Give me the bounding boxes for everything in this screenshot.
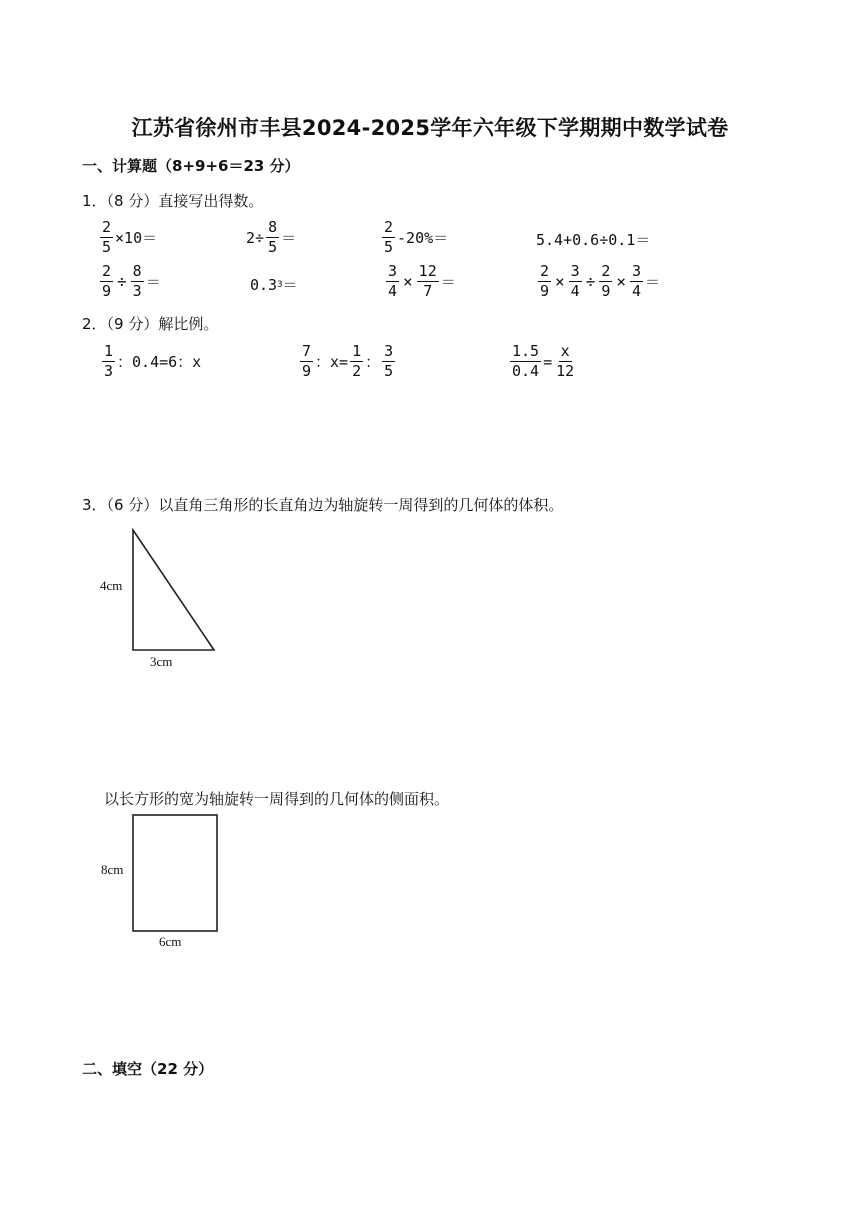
fraction: $\frac{3}{5}$ (384, 342, 394, 380)
fraction: $\frac{2}{9}$ (540, 262, 550, 300)
rectangle-shape (133, 815, 217, 931)
proportion-1: $\frac{1}{3}$ ：0.4=6：x (104, 342, 202, 380)
calc-item-4: 5.4+0.6÷0.1＝ (536, 231, 651, 249)
fraction: $\frac{3}{4}$ (632, 262, 642, 300)
fraction: $\frac{2}{9}$ (601, 262, 611, 300)
calc-item-5: $\frac{2}{9}$ ÷ $\frac{8}{3}$ ＝ (102, 262, 161, 300)
rectangle-height-label: 8cm (101, 862, 124, 877)
fraction: $\frac{2}{9}$ (102, 262, 112, 300)
triangle-shape (133, 530, 214, 650)
rectangle-base-label: 6cm (159, 934, 182, 949)
section-2-heading: 二、填空（22 分） (82, 1060, 214, 1078)
page-title: 江苏省徐州市丰县2024-2025学年六年级下学期期中数学试卷 (131, 116, 729, 140)
section-1-heading: 一、计算题（8+9+6＝23 分） (82, 157, 300, 175)
fraction: $\frac{1.5}{0.4}$ (512, 342, 540, 380)
fraction: $\frac{3}{4}$ (570, 262, 580, 300)
proportion-3: $\frac{1.5}{0.4}$ = $\frac{x}{12}$ (512, 342, 575, 380)
fraction: $\frac{8}{3}$ (132, 262, 142, 300)
fraction: $\frac{x}{12}$ (556, 342, 575, 380)
question-3-label: 3．（6 分）以直角三角形的长直角边为轴旋转一周得到的几何体的体积。 (82, 496, 564, 514)
calc-item-7: $\frac{3}{4}$ × $\frac{12}{7}$ ＝ (388, 262, 456, 300)
calc-item-8: $\frac{2}{9}$ × $\frac{3}{4}$ ÷ $\frac{2}{9}$ × $\frac{3}{4}$ ＝ (540, 262, 661, 300)
fraction: $\frac{12}{7}$ (418, 262, 437, 300)
calc-item-6: 0.3 3 ＝ (250, 275, 298, 294)
fraction: $\frac{1}{3}$ (104, 342, 114, 380)
calc-item-3: $\frac{2}{5}$ -20%＝ (384, 218, 449, 256)
rectangle-figure (96, 810, 226, 950)
rectangle-question-label: 以长方形的宽为轴旋转一周得到的几何体的侧面积。 (104, 790, 450, 808)
fraction: $\frac{1}{2}$ (352, 342, 362, 380)
question-1-label: 1．（8 分）直接写出得数。 (82, 192, 264, 210)
fraction: $\frac{2}{5}$ (384, 218, 394, 256)
fraction: $\frac{2}{5}$ (102, 218, 112, 256)
right-triangle-figure (96, 526, 226, 672)
triangle-base-label: 3cm (150, 654, 173, 669)
fraction: $\frac{3}{4}$ (388, 262, 398, 300)
calc-item-1: $\frac{2}{5}$ ×10＝ (102, 218, 158, 256)
fraction: $\frac{7}{9}$ (302, 342, 312, 380)
fraction: $\frac{8}{5}$ (268, 218, 278, 256)
proportion-2: $\frac{7}{9}$ ：x= $\frac{1}{2}$ ： $\frac{3}{5}$ (302, 342, 394, 380)
triangle-height-label: 4cm (100, 578, 123, 593)
question-2-label: 2．（9 分）解比例。 (82, 315, 219, 333)
calc-item-2: 2÷ $\frac{8}{5}$ ＝ (246, 218, 297, 256)
